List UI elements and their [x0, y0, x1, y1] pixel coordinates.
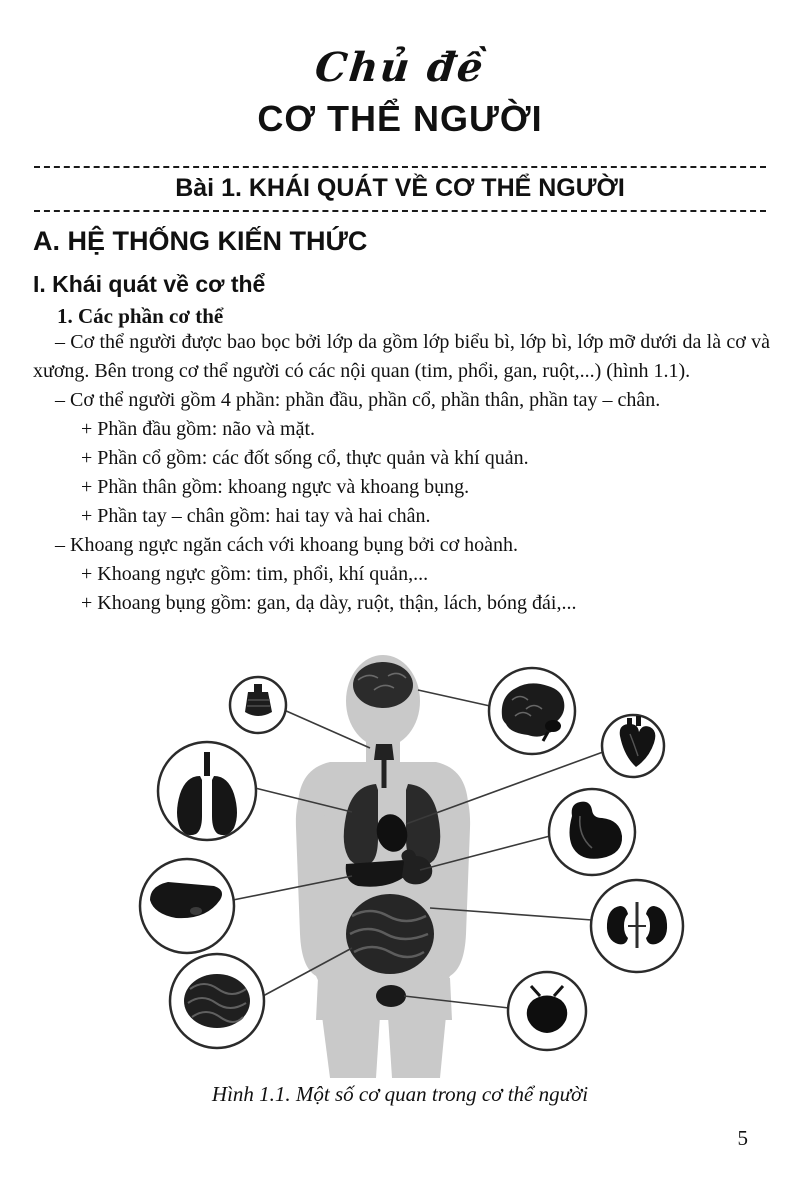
text-line: + Phần tay – chân gồm: hai tay và hai chân. — [81, 505, 431, 527]
content-block — [33, 328, 770, 618]
figure-caption: Hình 1.1. Một số cơ quan trong cơ thể người — [211, 1082, 589, 1106]
intestines-in-body-icon — [346, 894, 434, 974]
text-line: + Phần đầu gồm: não và mặt. — [81, 418, 316, 440]
text-line: + Khoang ngực gồm: tim, phổi, khí quản,... — [81, 563, 429, 585]
kidneys-icon — [607, 902, 667, 948]
section-heading-i: I. Khái quát về cơ thể — [33, 271, 266, 297]
text-line: + Khoang bụng gồm: gan, dạ dày, ruột, thận, lách, bóng đái,... — [81, 592, 577, 614]
text-line: + Phần cổ gồm: các đốt sống cổ, thực quản và khí quản. — [81, 447, 529, 469]
larynx-in-neck-icon — [374, 744, 394, 760]
bladder-in-body-icon — [376, 985, 406, 1007]
text-line: – Cơ thể người được bao bọc bởi lớp da gồm lớp biểu bì, lớp bì, lớp mỡ dưới da là cơ và xương. Bên trong cơ thể người có các nội quan (tim, phổi, gan, ruột,...) (hình 1.1). — [33, 331, 770, 382]
chapter-label: Chủ đề — [312, 44, 488, 91]
anatomy-figure — [0, 648, 800, 1078]
lesson-title: Bài 1. KHÁI QUÁT VỀ CƠ THỂ NGƯỜI — [175, 174, 625, 202]
text-line: + Phần thân gồm: khoang ngực và khoang bụng. — [81, 476, 470, 498]
text-line: – Cơ thể người gồm 4 phần: phần đầu, phần cổ, phần thân, phần tay – chân. — [55, 389, 661, 411]
subsection-heading-1: 1. Các phần cơ thể — [57, 304, 224, 328]
intestines-icon — [184, 974, 250, 1028]
lesson-title-box — [34, 166, 766, 212]
chapter-title: CƠ THỂ NGƯỜI — [257, 98, 543, 139]
section-heading-a: A. HỆ THỐNG KIẾN THỨC — [33, 226, 368, 256]
page-number: 5 — [737, 1126, 748, 1150]
text-line: – Khoang ngực ngăn cách với khoang bụng bởi cơ hoành. — [55, 534, 519, 556]
